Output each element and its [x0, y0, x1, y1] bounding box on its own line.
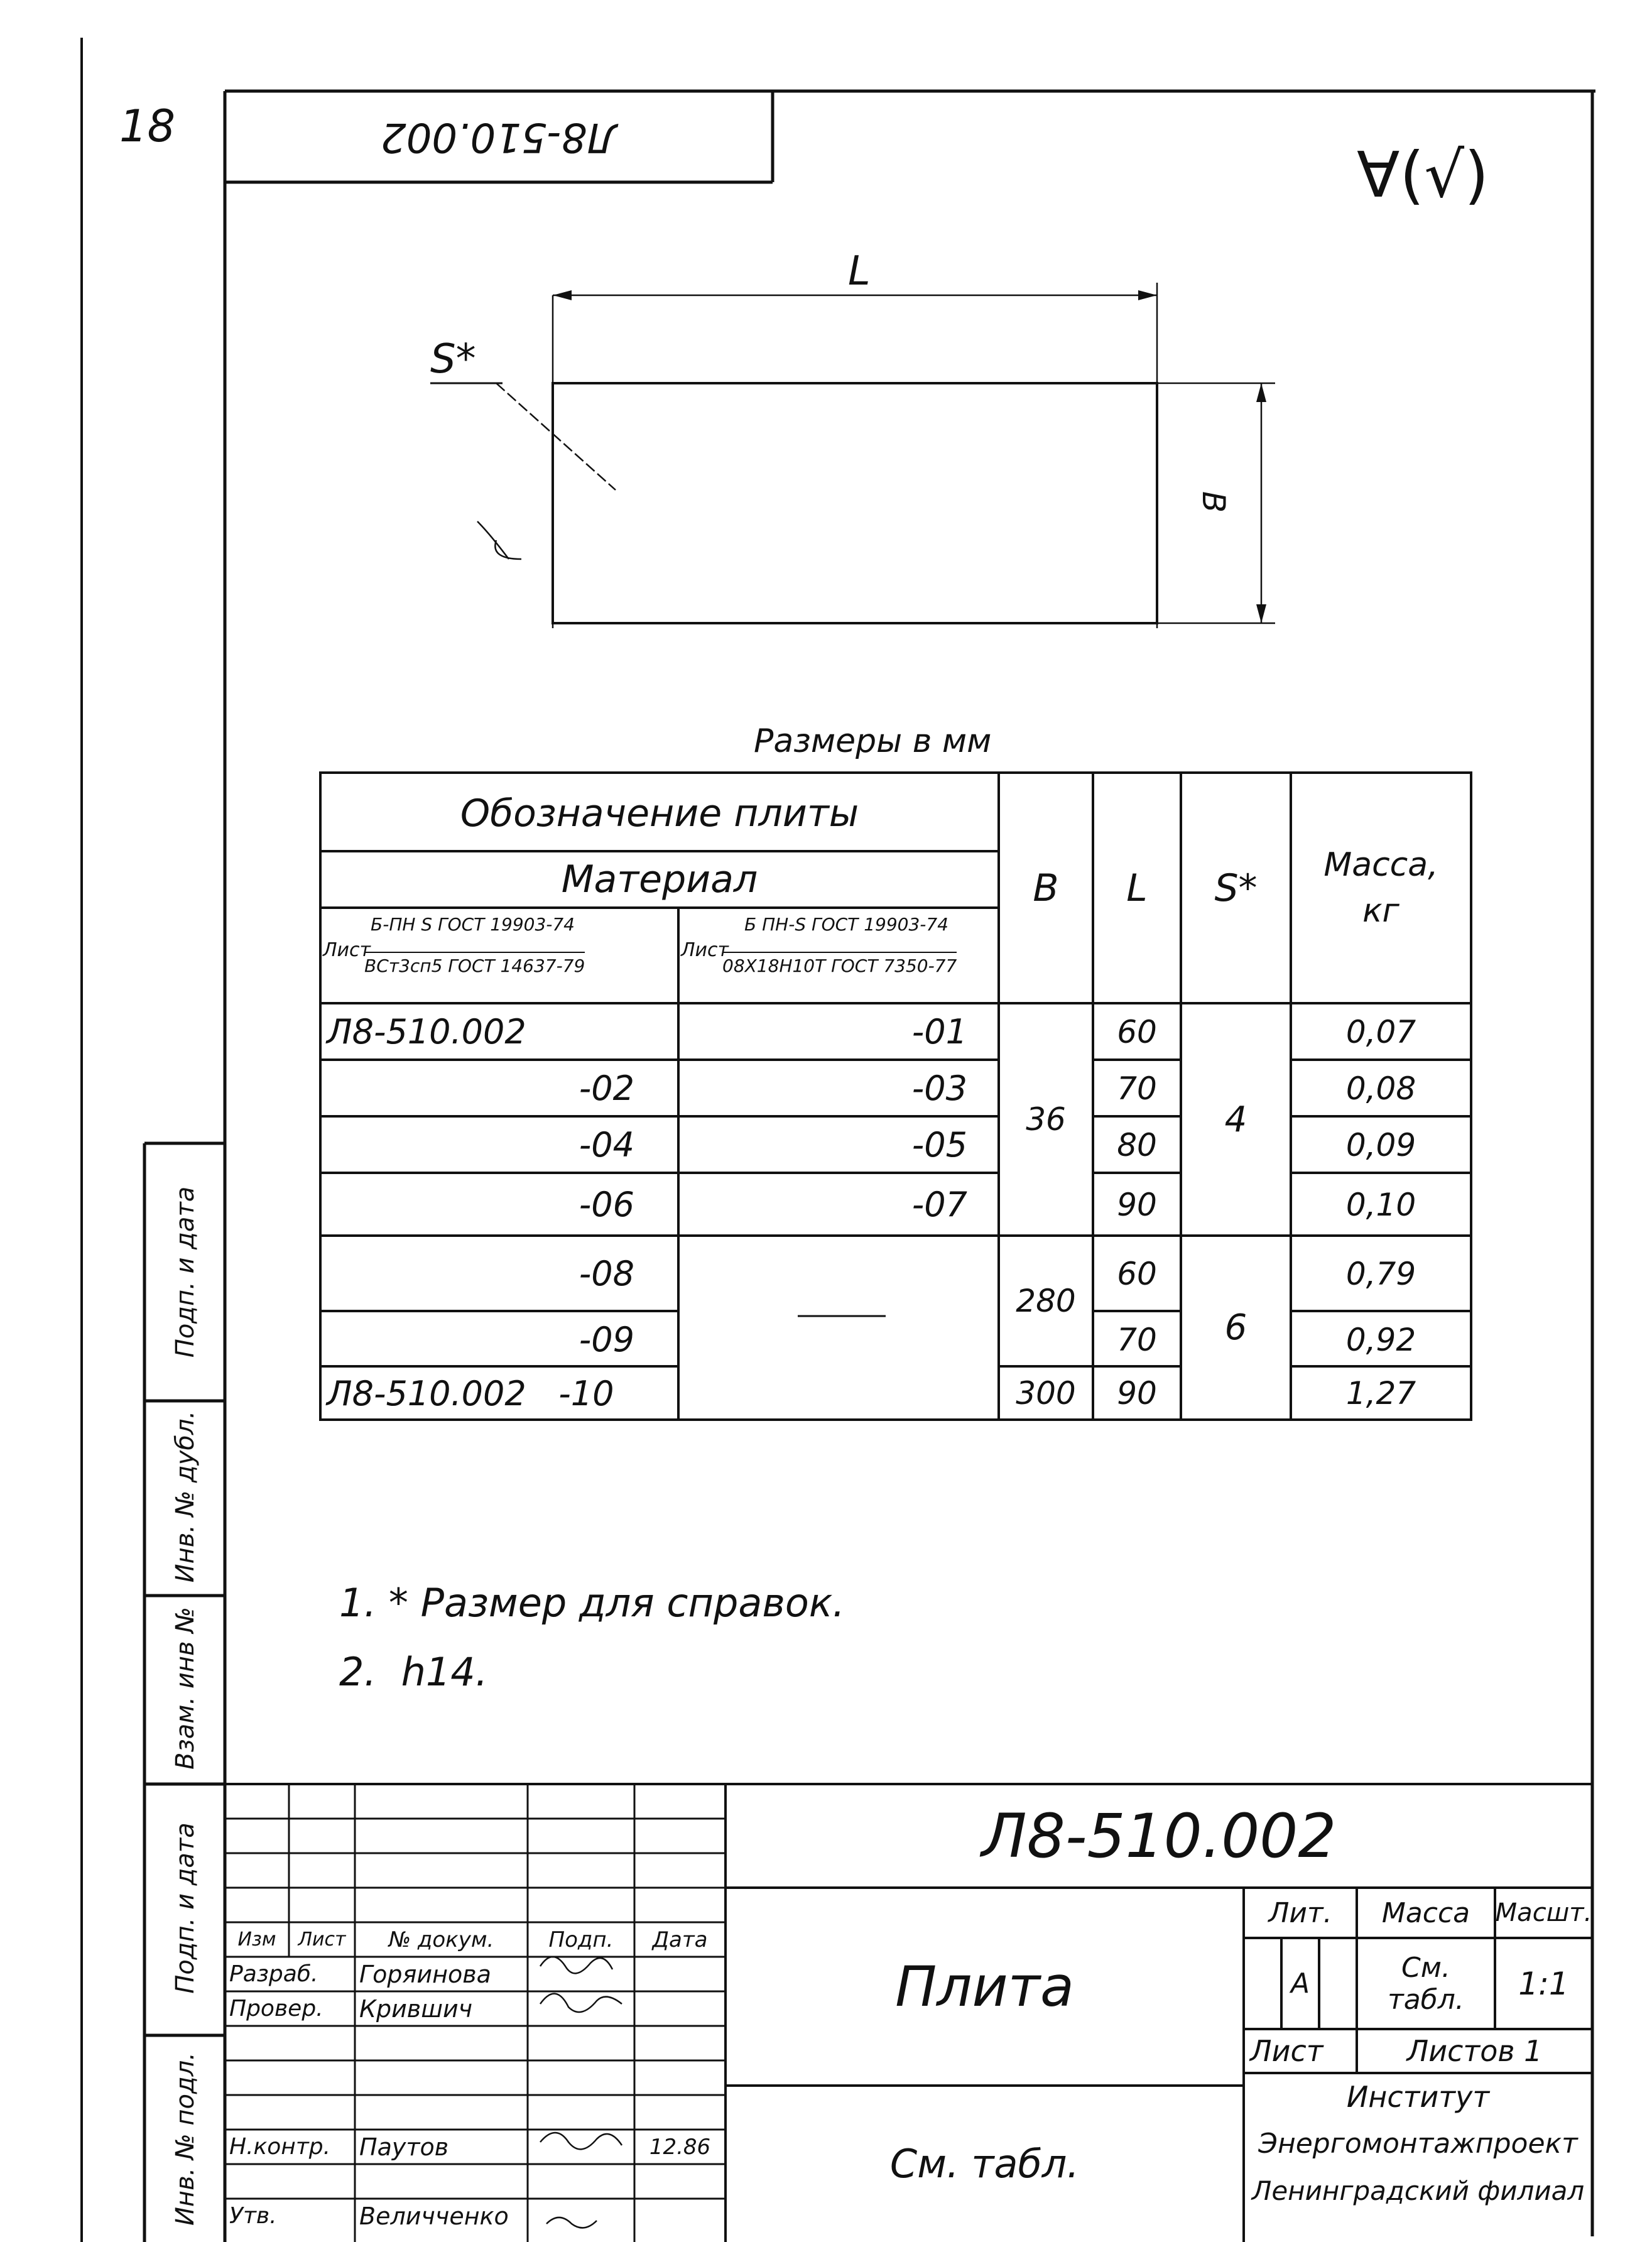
- B-group1: 36: [1026, 1101, 1066, 1138]
- roughness-mark: ∀(√): [1357, 138, 1489, 212]
- col-mass-header: [1291, 773, 1471, 1003]
- row4-L: 90: [1117, 1186, 1157, 1223]
- row1-L: 60: [1117, 1013, 1157, 1050]
- side-label-podp-data-2: Подп. и дата: [171, 1822, 200, 1994]
- mass-value-text: См. табл.: [1388, 1951, 1464, 2016]
- row5-mass: 0,79: [1345, 1255, 1416, 1292]
- col-izm-label: Изм: [237, 1929, 276, 1951]
- lit-value: А: [1290, 1967, 1310, 2000]
- role-razrab: Разраб.: [229, 1961, 318, 1987]
- top-code-text: Л8-510.002: [380, 113, 617, 160]
- lit-label: Лит.: [1268, 1896, 1332, 1929]
- sheet-number: 18: [119, 101, 176, 152]
- role-nkontr: Н.контр.: [229, 2134, 331, 2160]
- row3-L: 80: [1117, 1126, 1157, 1163]
- note-2: 2. h14.: [339, 1649, 488, 1695]
- row2-variant: -03: [911, 1069, 967, 1108]
- title-material-ref: См. табл.: [889, 2141, 1080, 2187]
- sheets-label: Листов 1: [1406, 2034, 1543, 2068]
- side-label-podp-data-1: Подп. и дата: [171, 1186, 200, 1358]
- row5-designation: -08: [579, 1254, 634, 1293]
- role-utv: Утв.: [229, 2203, 277, 2229]
- row2-designation: -02: [579, 1069, 634, 1108]
- row6-designation: -09: [579, 1320, 634, 1359]
- row3-mass: 0,09: [1345, 1126, 1416, 1163]
- row2-mass: 0,08: [1345, 1070, 1416, 1107]
- side-label-inv-podl: Инв. № подл.: [171, 2052, 200, 2226]
- sub-right-bottom: 08Х18Н10Т ГОСТ 7350-77: [722, 952, 957, 976]
- col-mass-text: Масса, кг: [1323, 846, 1438, 930]
- sheet-label: Лист: [1250, 2034, 1323, 2068]
- mass-value: [1357, 1938, 1495, 2029]
- side-label-inv-dubl: Инв. № дубл.: [171, 1410, 200, 1583]
- side-label-vzam-inv: Взам. инв №: [171, 1607, 200, 1770]
- scale-label: Масшт.: [1495, 1898, 1592, 1927]
- title-code: Л8-510.002: [981, 1800, 1337, 1871]
- name-utv: Величченко: [359, 2202, 509, 2230]
- col-L-header: L: [1126, 866, 1148, 910]
- S-group1: 4: [1224, 1099, 1247, 1140]
- title-name: Плита: [895, 1954, 1074, 2019]
- org-line1: Институт: [1346, 2079, 1490, 2114]
- B-group3: 300: [1016, 1374, 1076, 1412]
- dimension-S-label: S*: [430, 336, 476, 383]
- col-date-label: Дата: [652, 1927, 708, 1952]
- mass-label: Масса: [1381, 1896, 1470, 1929]
- scale-value: 1:1: [1518, 1965, 1569, 2002]
- sub-left-top: Б-ПН S ГОСТ 19903-74: [371, 914, 575, 935]
- date-nkontr: 12.86: [649, 2134, 711, 2160]
- row2-L: 70: [1117, 1070, 1157, 1107]
- row1-designation: Л8-510.002: [327, 1012, 526, 1052]
- header-material: Материал: [561, 857, 758, 901]
- row3-variant: -05: [911, 1125, 967, 1165]
- sub-right-list: Лист: [681, 939, 729, 961]
- role-prover: Провер.: [229, 1996, 323, 2022]
- row5-L: 60: [1117, 1255, 1157, 1292]
- row7-L: 90: [1117, 1375, 1157, 1412]
- name-nkontr: Паутов: [359, 2133, 449, 2161]
- note-1: 1. * Размер для справок.: [339, 1580, 845, 1626]
- col-list-label: Лист: [298, 1929, 346, 1951]
- col-doc-label: № докум.: [388, 1927, 494, 1952]
- sub-right-top: Б ПН-S ГОСТ 19903-74: [744, 914, 948, 935]
- row4-designation: -06: [579, 1185, 634, 1224]
- org-line3: Ленинградский филиал: [1251, 2175, 1585, 2206]
- row1-variant: -01: [911, 1012, 967, 1052]
- row4-variant: -07: [911, 1185, 967, 1224]
- row7-mass: 1,27: [1345, 1375, 1416, 1412]
- sub-left-list: Лист: [323, 939, 371, 961]
- B-group2: 280: [1016, 1283, 1076, 1319]
- name-razrab: Горяинова: [359, 1960, 491, 1988]
- row4-mass: 0,10: [1345, 1186, 1416, 1223]
- dimension-L-label: L: [848, 248, 871, 295]
- col-podp-label: Подп.: [548, 1927, 614, 1952]
- top-code-box: [225, 91, 773, 182]
- size-note: Размеры в мм: [754, 722, 992, 760]
- dimension-B-label: B: [1195, 491, 1232, 513]
- S-group2: 6: [1224, 1307, 1247, 1348]
- row6-L: 70: [1117, 1321, 1157, 1358]
- sub-left-bottom: ВСт3сп5 ГОСТ 14637-79: [364, 952, 585, 976]
- row1-mass: 0,07: [1345, 1013, 1416, 1050]
- org-line2: Энергомонтажпроект: [1258, 2128, 1578, 2160]
- col-B-header: B: [1033, 866, 1059, 910]
- name-prover: Крившич: [359, 1994, 473, 2023]
- row3-designation: -04: [579, 1125, 634, 1165]
- header-designation: Обозначение плиты: [460, 792, 859, 835]
- row6-mass: 0,92: [1345, 1321, 1416, 1358]
- col-S-header: S*: [1214, 866, 1258, 910]
- row7-designation: Л8-510.002 -10: [327, 1373, 614, 1413]
